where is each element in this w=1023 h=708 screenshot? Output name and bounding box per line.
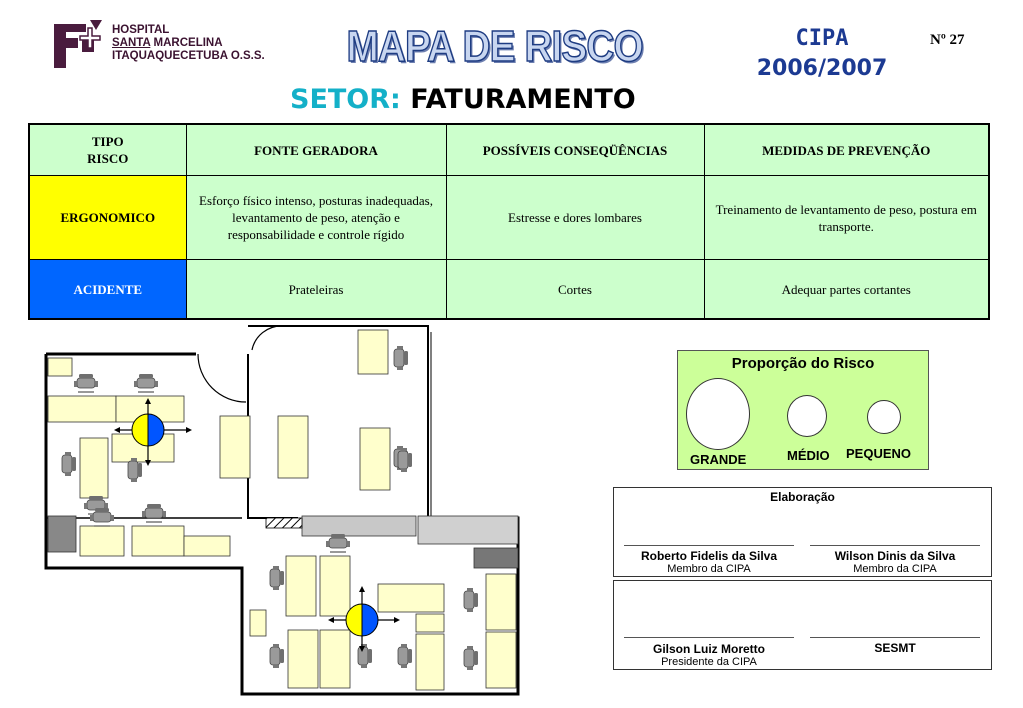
risk-type-cell: ACIDENTE: [29, 260, 186, 320]
legend-title: Proporção do Risco: [731, 355, 875, 372]
header-medidas: MEDIDAS DE PREVENÇÃO: [704, 124, 989, 176]
signer-role: Presidente da CIPA: [661, 656, 757, 668]
consequencias-cell: Estresse e dores lombares: [446, 176, 704, 260]
cipa-block: [752, 24, 892, 84]
sector-label: SETOR:: [290, 84, 401, 115]
legend-medio: MÉDIO: [787, 448, 830, 463]
hospital-line2-b: MARCELINA: [150, 37, 223, 49]
hospital-line1: HOSPITAL: [112, 24, 170, 36]
circle-medium-icon: [787, 395, 827, 437]
hospital-name: [112, 24, 265, 63]
circle-small-icon: [867, 400, 901, 434]
sector-title: [290, 84, 636, 115]
table-row: [29, 260, 989, 320]
signer-name: Gilson Luiz Moretto: [653, 642, 765, 656]
legend-grande: GRANDE: [690, 452, 747, 467]
risk-type-cell: ERGONOMICO: [29, 176, 186, 260]
header-tipo-risco: [29, 124, 186, 176]
fonte-cell: Prateleiras: [186, 260, 446, 320]
hospital-line2: [112, 37, 265, 50]
signature-line: [624, 637, 794, 638]
header-tipo-line2: RISCO: [87, 151, 129, 166]
medidas-cell: Treinamento de levantamento de peso, postura em transporte.: [704, 176, 989, 260]
header-consequencias: POSSÍVEIS CONSEQÜÊNCIAS: [446, 124, 704, 176]
signature-heading: Elaboração: [770, 490, 835, 504]
risk-table: [28, 123, 990, 320]
legend-pequeno: PEQUENO: [846, 446, 912, 461]
signer-role: Membro da CIPA: [853, 563, 937, 575]
fonte-cell: Esforço físico intenso, posturas inadequadas, levantamento de peso, atenção e responsabilidade e controle rígido: [186, 176, 446, 260]
document-number: Nº 27: [930, 32, 965, 48]
medidas-cell: Adequar partes cortantes: [704, 260, 989, 320]
signature-line: [810, 545, 980, 546]
signer-name: Wilson Dinis da Silva: [834, 549, 956, 563]
header-fonte: FONTE GERADORA: [186, 124, 446, 176]
signer-role: Membro da CIPA: [667, 563, 751, 575]
header-tipo-line1: TIPO: [91, 134, 124, 149]
signature-box-elaboracao: [613, 487, 992, 577]
cipa-label: CIPA: [795, 26, 849, 51]
circle-large-icon: [686, 378, 750, 450]
table-header-row: [29, 124, 989, 176]
hospital-logo: [52, 18, 104, 70]
page-title: MAPA DE RISCO: [346, 22, 643, 71]
signature-line: [624, 545, 794, 546]
signer-name: SESMT: [874, 641, 916, 655]
hospital-line2-a: SANTA: [112, 37, 151, 49]
sector-value: FATURAMENTO: [400, 84, 636, 115]
signature-box-approval: [613, 580, 992, 670]
floor-plan: [38, 322, 528, 700]
table-row: [29, 176, 989, 260]
cipa-year: 2006/2007: [756, 56, 888, 81]
signer-name: Roberto Fidelis da Silva: [640, 549, 778, 563]
hospital-line3: ITAQUAQUECETUBA O.S.S.: [112, 50, 265, 62]
signature-line: [810, 637, 980, 638]
consequencias-cell: Cortes: [446, 260, 704, 320]
risk-proportion-legend: [677, 350, 929, 470]
